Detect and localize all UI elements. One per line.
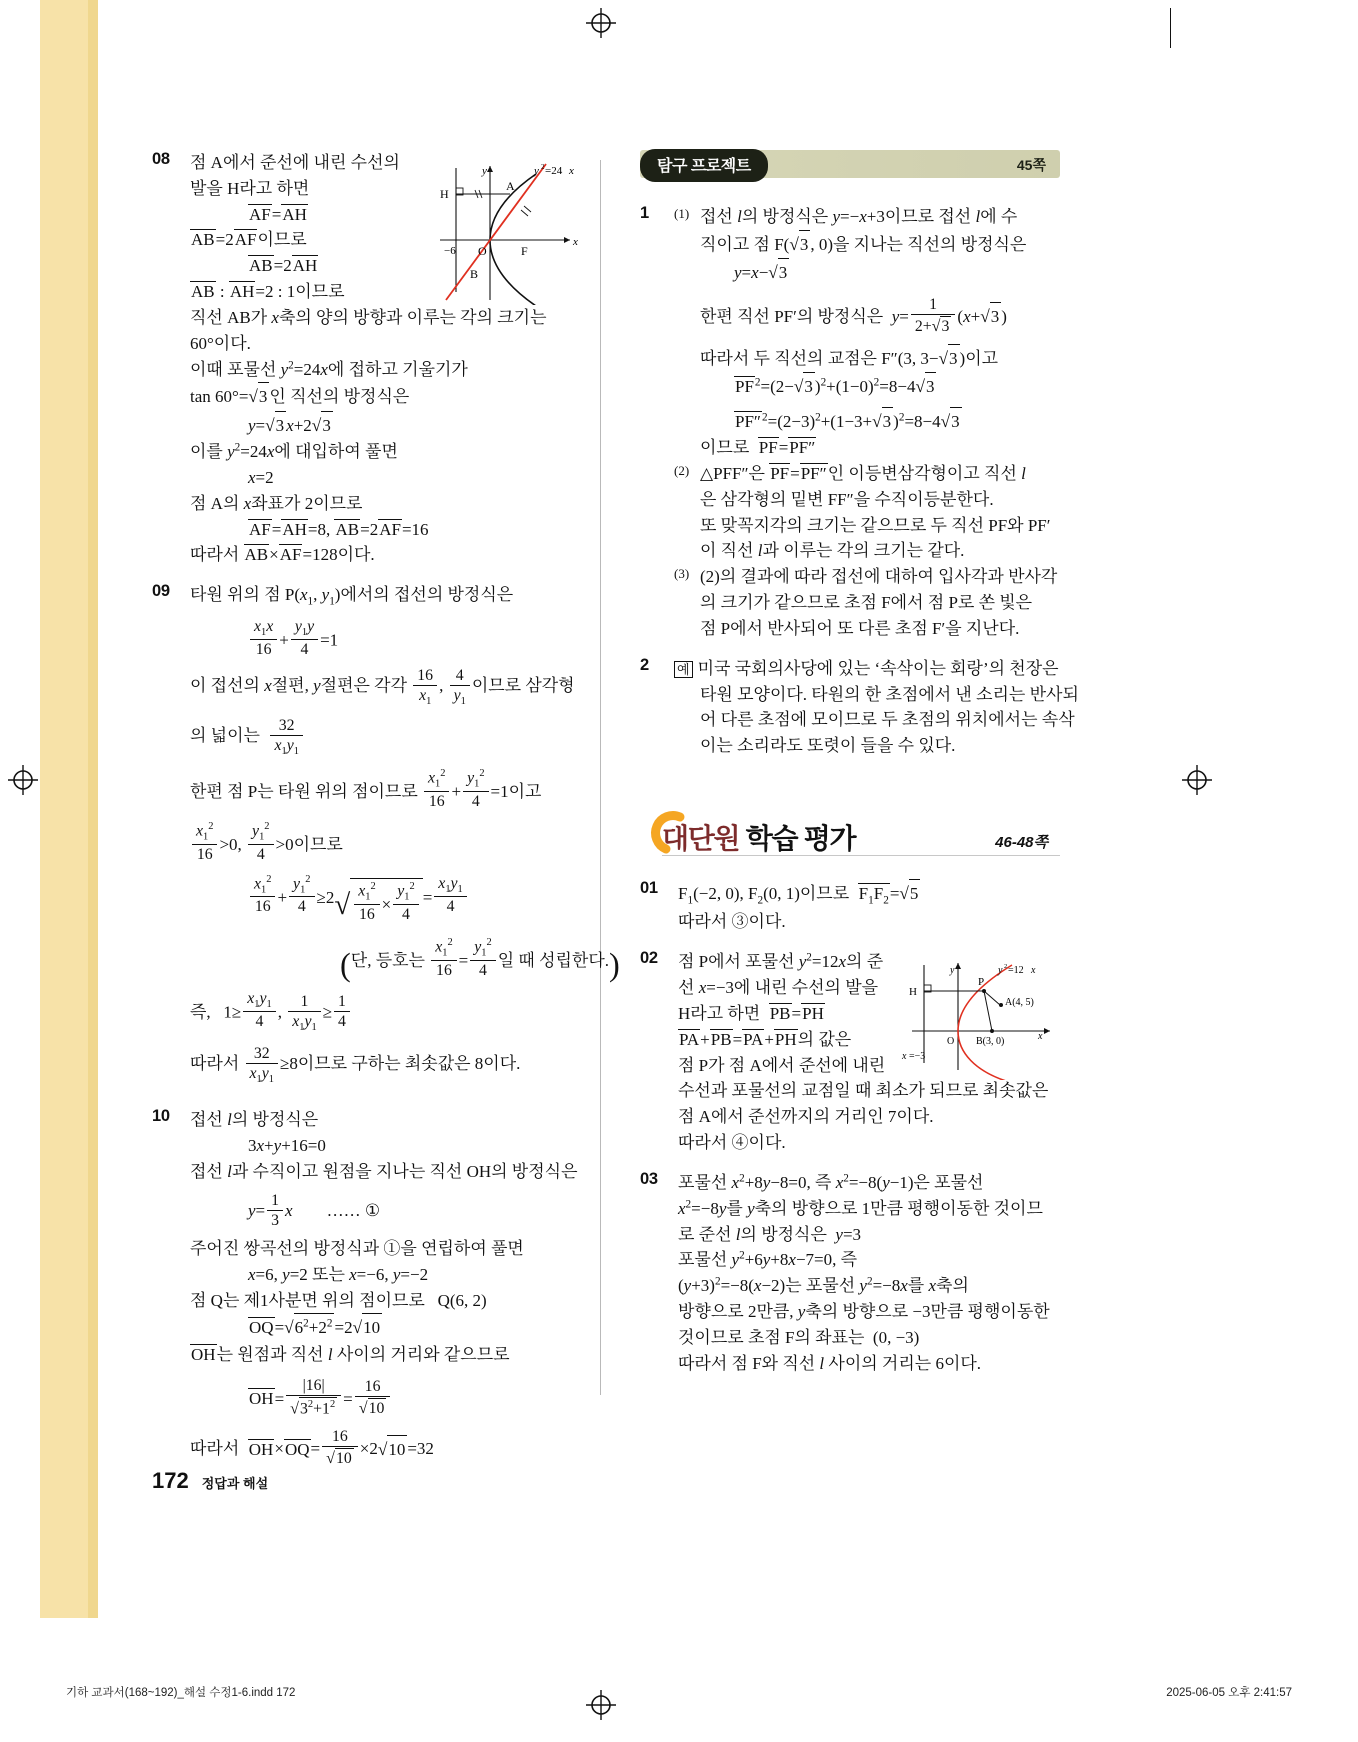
solution-10	[152, 1107, 577, 1467]
svg-text:O: O	[947, 1036, 955, 1047]
svg-text:−6: −6	[444, 245, 456, 257]
problem-number: 03	[640, 1169, 658, 1188]
solution-line: $PF^2=(2-√3$ )$^2+(1-0)^2=8-4√3$	[700, 372, 1060, 400]
solution-line: 어 다른 초점에 모이므로 두 초점의 위치에서는 속삭	[700, 710, 1075, 730]
solution-line: (1) 접선 l의 방정식은 y=−x+3이므로 접선 l에 수	[674, 206, 1018, 226]
figure-08-parabola	[418, 160, 588, 310]
tanggu-project-header	[640, 150, 1060, 184]
svg-text:x: x	[902, 1051, 907, 1062]
solution-line: OH= $\frac{|16|}{√3^2+1^2}$ = $\frac{16}{√10}$	[190, 1377, 577, 1418]
solution-line: 한편 직선 PF′의 방정식은 y= $\frac{1}{2+√3}$ (x+√3 )	[700, 295, 1007, 335]
svg-text:y: y	[998, 965, 1003, 976]
solution-line: 이므로 PF=PF″	[700, 438, 816, 458]
svg-text:x: x	[1031, 965, 1036, 976]
solution-line: 점 A에서 준선까지의 거리인 7이다.	[678, 1107, 934, 1127]
solution-line: 은 삼각형의 밑변 FF″을 수직이등분한다.	[700, 489, 994, 509]
solution-09	[152, 582, 620, 1085]
svg-text:x: x	[569, 165, 574, 177]
solution-line: 점 Q는 제1사분면 위의 점이므로 Q(6, 2)	[190, 1290, 487, 1310]
solution-line: 점 A의 x좌표가 2이므로	[190, 493, 363, 513]
solution-line: 따라서 ③이다.	[678, 912, 786, 932]
solution-line: 타원 모양이다. 타원의 한 초점에서 낸 소리는 반사되	[700, 684, 1079, 704]
solution-line: AB=2AF이므로	[191, 230, 307, 250]
page-folio	[152, 1468, 268, 1494]
tanggu-solution-1	[640, 204, 1060, 642]
problem-number: 02	[640, 949, 658, 968]
solution-line: PA+PB=PA+PH의 값은	[679, 1029, 852, 1049]
solution-line: 이 접선의 x절편, y절편은 각각 $\frac{16}{x_1}$ , $\frac{4}{y_1}$ 이므로 삼각형	[190, 667, 575, 708]
folio-label: 정답과 해설	[201, 1476, 269, 1491]
solution-line: H라고 하면 PB=PH	[678, 1003, 824, 1023]
registration-mark-right	[1182, 765, 1212, 795]
solution-line: AF=AH=8, AB=2AF=16	[249, 519, 429, 539]
folio-number: 172	[152, 1468, 189, 1493]
solution-line: 주어진 쌍곡선의 방정식과 ①을 연립하여 풀면	[190, 1238, 524, 1258]
solution-line: y= $\frac{1}{3}$ x …… ①	[248, 1191, 381, 1229]
figure-02-parabola	[900, 955, 1065, 1085]
tanggu-solution-2	[640, 655, 1079, 759]
svg-text:=24: =24	[545, 165, 563, 177]
solution-line: tan 60°=√3 인 직선의 방정식은	[190, 382, 577, 410]
solution-line: x=6, y=2 또는 x=−6, y=−2	[248, 1264, 429, 1284]
svg-text:x: x	[573, 236, 578, 248]
solution-line: $OQ=√6^2+2^2 =2√10$	[190, 1313, 577, 1341]
svg-text:A: A	[506, 179, 515, 193]
solution-line: 방향으로 2만큼, y축의 방향으로 −3만큼 평행이동한	[678, 1302, 1050, 1322]
solution-line: 직이고 점 F(√3 , 0)을 지나는 직선의 방정식은	[700, 230, 1060, 258]
eval-page-reference: 46-48쪽	[995, 834, 1048, 852]
solution-line: 예 미국 국회의사당에 있는 ‘속삭이는 회랑’의 천장은	[674, 656, 1060, 682]
solution-line: 의 크기가 같으므로 초점 F에서 점 P로 쏜 빛은	[700, 593, 1033, 613]
solution-line: (단, 등호는 $\frac{x_1^2}{16}$ = $\frac{y_1^2}{4}$ 일 때 성립한다.)	[340, 937, 620, 983]
solution-line: 이때 포물선 $y^2=24x$에 접하고 기울기가	[190, 358, 468, 379]
problem-number: 1	[640, 204, 649, 222]
example-badge: 예	[674, 661, 693, 678]
solution-line: (2) △PFF″은 PF=PF″인 이등변삼각형이고 직선 l	[674, 462, 1026, 483]
solution-line: $F_1(-2$, 0), $F_2(0$, 1)이므로 $F_1F_2=√5$	[678, 879, 1060, 909]
solution-line: 3x+y+16=0	[248, 1136, 326, 1156]
solution-line: 또 맞꼭지각의 크기는 같으므로 두 직선 PF와 PF′	[700, 515, 1051, 535]
solution-line: $(y+3)^2=-8(x-2)$는 포물선 $y^2=-8x$를 x축의	[678, 1275, 969, 1296]
solution-line: 따라서 ④이다.	[678, 1133, 786, 1153]
registration-mark-top	[586, 8, 616, 38]
problem-number: 2	[640, 655, 649, 674]
eval-solution-01	[640, 879, 1060, 935]
svg-text:y: y	[950, 965, 955, 976]
solution-line: 포물선 $x^2+8y-8=0$, 즉 $x^2=-8(y-1)$은 포물선	[678, 1172, 984, 1192]
solution-line: 접선 l과 수직이고 원점을 지나는 직선 OH의 방정식은	[190, 1161, 578, 1181]
solution-line: 선 x=−3에 내린 수선의 발을	[678, 978, 879, 998]
solution-line: x=2	[248, 468, 274, 487]
solution-line: $x^2=-8y$를 y축의 방향으로 1만큼 평행이동한 것이므	[678, 1198, 1043, 1218]
solution-line: 따라서 $\frac{32}{x_1y_1}$ ≥8이므로 구하는 최솟값은 8이다.	[190, 1044, 521, 1085]
svg-text:y: y	[482, 165, 487, 177]
solution-line: (3) (2)의 결과에 따라 접선에 대하여 입사각과 반사각	[674, 566, 1058, 587]
tanggu-page-reference: 45쪽	[1016, 157, 1046, 173]
solution-line: 이는 소리라도 또렷이 들을 수 있다.	[700, 736, 956, 756]
eval-section-title	[662, 817, 855, 857]
solution-line: $\frac{x_1x}{16}$ + $\frac{y_1y}{4}$ =1	[190, 618, 577, 658]
solution-line: y=x−√3	[700, 258, 1060, 286]
svg-text:y: y	[534, 165, 539, 177]
svg-text:F: F	[521, 244, 528, 258]
problem-number: 01	[640, 879, 658, 898]
eval-solution-03	[640, 1170, 1060, 1377]
svg-text:=−3: =−3	[909, 1051, 926, 1062]
right-column	[640, 150, 1079, 1390]
registration-mark-left	[8, 765, 38, 795]
solution-line: 따라서 점 F와 직선 l 사이의 거리는 6이다.	[678, 1353, 982, 1373]
solution-line: 점 P에서 포물선 $y^2=12x$의 준	[678, 951, 884, 972]
solution-line: $\frac{x_1^2}{16}$ >0, $\frac{y_1^2}{4}$ >0이므로	[190, 821, 577, 863]
solution-line: 이 직선 l과 이루는 각의 크기는 같다.	[700, 541, 965, 561]
solution-line: $\frac{x_1^2}{16}$ + $\frac{y_1^2}{4}$ ≥2√ $\frac{x_1^2}{16}$ × $\frac{y_1^2}{4}$ = $\frac{x_1y_1}{4}$	[190, 874, 577, 928]
svg-text:A(4, 5): A(4, 5)	[1005, 997, 1034, 1008]
problem-number: 09	[152, 582, 170, 601]
svg-text:H: H	[440, 187, 449, 201]
svg-text:x: x	[1038, 1031, 1043, 1042]
svg-text:O: O	[478, 244, 487, 258]
solution-line: 점 A에서 준선에 내린 수선의	[190, 153, 400, 172]
solution-line: 따라서 OH×OQ= $\frac{16}{√10}$ ×2√10 =32	[190, 1428, 434, 1468]
left-column	[152, 150, 620, 1481]
solution-line: AF=AH	[249, 204, 307, 224]
solution-line: $PF''^2=(2-3)^2+(1-3+√3$ )$^2$=8−4√3	[700, 407, 1060, 435]
problem-number: 08	[152, 150, 170, 168]
svg-text:2: 2	[541, 163, 545, 171]
footer-timestamp: 2025-06-05 오후 2:41:57	[1166, 1687, 1292, 1699]
solution-line: OH는 원점과 직선 l 사이의 거리와 같으므로	[191, 1344, 510, 1364]
svg-text:B(3, 0): B(3, 0)	[976, 1036, 1005, 1047]
footer-file-info: 기하 교과서(168~192)_해설 수정1-6.indd 172	[66, 1687, 296, 1699]
solution-line: y=√3 x+2√3	[190, 411, 577, 439]
solution-line: AB=2AH	[249, 256, 318, 276]
svg-text:B: B	[470, 267, 479, 281]
problem-number: 10	[152, 1107, 170, 1126]
solution-line: 즉, 1≥ $\frac{x_1y_1}{4}$ , $\frac{1}{x_1y_1}$ ≥ $\frac{1}{4}$	[190, 990, 577, 1034]
svg-text:2: 2	[1004, 963, 1008, 970]
crop-mark-top-right	[1170, 8, 1171, 48]
solution-line: 따라서 두 직선의 교점은 F″(3, 3−√3 )이고	[700, 344, 1060, 372]
eval-header-rule	[662, 855, 1060, 856]
solution-line: 로 준선 l의 방정식은 y=3	[678, 1224, 862, 1244]
eval-title-strong: 대단원	[662, 823, 740, 855]
solution-line: 직선 AB가 x축의 양의 방향과 이루는 각의 크기는	[190, 307, 547, 327]
eval-section-header	[640, 805, 1060, 863]
column-divider	[600, 160, 601, 1395]
svg-text:H: H	[909, 986, 917, 998]
solution-line: 따라서 AB×AF=128이다.	[190, 545, 375, 565]
svg-text:=12: =12	[1008, 965, 1024, 976]
solution-line: 발을 H라고 하면	[190, 178, 310, 198]
solution-line: 타원 위의 점 $P(x_1$, $y_1$)에서의 접선의 방정식은	[190, 585, 514, 608]
tanggu-header-label: 탐구 프로젝트	[640, 149, 768, 182]
solution-line: 이를 $y^2=24x$에 대입하여 풀면	[190, 441, 398, 462]
solution-line: 접선 l의 방정식은	[190, 1110, 319, 1130]
solution-line: 포물선 $y^2+6y+8x-7=0$, 즉	[678, 1249, 858, 1270]
solution-line: 한편 점 P는 타원 위의 점이므로 $\frac{x_1^2}{16}$ + $\frac{y_1^2}{4}$ =1이고	[190, 768, 542, 810]
registration-mark-bottom	[586, 1690, 616, 1720]
solution-line: 의 넓이는 $\frac{32}{x_1y_1}$	[190, 717, 577, 757]
solution-line: 60°이다.	[190, 333, 251, 353]
solution-line: 점 P에서 반사되어 또 다른 초점 F′을 지난다.	[700, 618, 1020, 638]
solution-line: 수선과 포물선의 교점일 때 최소가 되므로 최솟값은	[678, 1081, 1049, 1101]
page-side-band-edge	[88, 0, 98, 1618]
svg-text:P: P	[978, 976, 985, 988]
solution-line: 점 P가 점 A에서 준선에 내린	[678, 1055, 886, 1075]
solution-line: 것이므로 초점 F의 좌표는 (0, −3)	[678, 1327, 920, 1347]
eval-title-rest: 학습 평가	[739, 823, 856, 855]
solution-line: AB : AH=2 : 1이므로	[191, 282, 345, 302]
